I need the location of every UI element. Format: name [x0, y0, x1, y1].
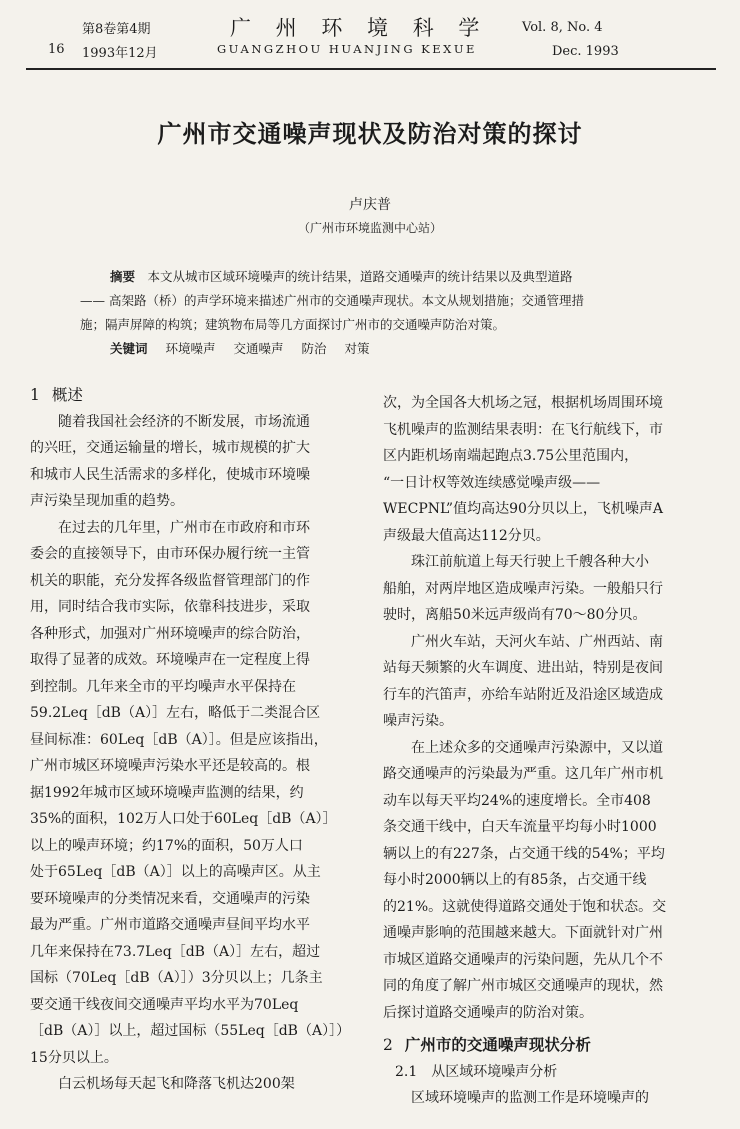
paragraph-line: 随着我国社会经济的不断发展，市场流通 — [30, 413, 310, 430]
date-cn: 1993年12月 — [82, 46, 158, 61]
paragraph-line: 后探讨道路交通噪声的防治对策。 — [383, 1004, 593, 1021]
section-number: 2 — [383, 1036, 393, 1054]
right-body — [383, 390, 713, 1026]
subsection-number: 2.1 — [395, 1063, 418, 1080]
author-affiliation: （广州市环境监测中心站） — [297, 221, 442, 235]
paragraph-line: 几年来保持在73.7Leq［dB（A）］左右，超过 — [30, 943, 321, 960]
paragraph-line: 处于65Leq［dB（A）］以上的高噪声区。从主 — [30, 864, 321, 880]
paragraph-line: “一日计权等效连续感觉噪声级—— — [383, 474, 601, 491]
section-number: 1 — [30, 386, 40, 404]
author-name: 卢庆普 — [349, 197, 391, 213]
paragraph-line: 国标（70Leq［dB（A）］）3分贝以上；几条主 — [30, 970, 323, 986]
paragraph-line: ［dB（A）］以上，超过国标（55Leq［dB（A）］） — [30, 1023, 351, 1039]
left-body — [30, 409, 360, 1098]
paragraph-line: 飞机噪声的监测结果表明：在飞行航线下，市 — [383, 421, 663, 438]
paragraph-line: 昼间标准：60Leq［dB（A）］。但是应该指出， — [30, 731, 328, 748]
abstract-line: 施；隔声屏障的构筑；建筑物布局等几方面探讨广州市的交通噪声防治对策。 — [80, 317, 506, 332]
paragraph-line: 取得了显著的成效。环境噪声在一定程度上得 — [30, 652, 310, 668]
paragraph-line: 同的角度了解广州市城区交通噪声的现状，然 — [383, 978, 663, 994]
keyword: 环境噪声 — [165, 341, 216, 356]
date-en: Dec. 1993 — [552, 44, 619, 59]
paragraph-line: 站每天频繁的火车调度、进出站，特别是夜间 — [383, 660, 663, 676]
paragraph-line: 到控制。几年来全市的平均噪声水平保持在 — [30, 678, 296, 695]
section-2-heading — [383, 1032, 713, 1059]
paragraph-line: 白云机场每天起飞和降落飞机达200架 — [30, 1076, 295, 1092]
subsection-title: 从区域环境噪声分析 — [431, 1063, 558, 1080]
paragraph-line: 和城市人民生活需求的多样化，使城市环境噪 — [30, 466, 310, 483]
left-column — [30, 382, 360, 1098]
keyword: 对策 — [344, 341, 370, 356]
header-rule — [26, 68, 716, 70]
section-1-heading — [30, 382, 360, 409]
paragraph-line: 声级最大值高达112分贝。 — [383, 527, 550, 544]
paragraph-line: 路交通噪声的污染最为严重。这几年广州市机 — [383, 766, 663, 782]
paragraph-line: 区内距机场南端起跑点3.75公里范围内， — [383, 448, 639, 464]
keywords-label: 关键词 — [110, 341, 148, 356]
paragraph-line: 委会的直接领导下，由市环保办履行统一主管 — [30, 546, 310, 562]
paragraph-line: 以上的噪声环境；约17%的面积，50万人口 — [30, 837, 303, 854]
paragraph-line: 动车以每天平均24%的速度增长。全市408 — [383, 792, 651, 809]
abstract — [80, 265, 670, 361]
article-title: 广州市交通噪声现状及防治对策的探讨 — [157, 119, 583, 148]
paragraph-line: 35%的面积，102万人口处于60Leq［dB（A）］ — [30, 811, 337, 827]
issue-label: 第8卷第4期 — [82, 22, 151, 37]
keywords — [80, 337, 670, 361]
subsection-heading — [383, 1059, 713, 1086]
journal-title-pinyin: GUANGZHOU HUANJING KEXUE — [217, 42, 477, 56]
keyword: 交通噪声 — [233, 341, 284, 356]
paragraph-line: 用，同时结合我市实际，依靠科技进步，采取 — [30, 599, 310, 615]
paragraph-line: 船舶，对两岸地区造成噪声污染。一般船只行 — [383, 580, 663, 597]
paragraph-line: 行车的汽笛声，亦给车站附近及沿途区域造成 — [383, 686, 663, 703]
paragraph-line: 15分贝以上。 — [30, 1049, 118, 1066]
paragraph-line: 各种形式，加强对广州环境噪声的综合防治， — [30, 625, 310, 642]
section-title: 广州市的交通噪声现状分析 — [404, 1035, 591, 1054]
paragraph-line: 机关的职能，充分发挥各级监督管理部门的作 — [30, 572, 310, 589]
paragraph-line: 广州火车站，天河火车站、广州西站、南 — [383, 633, 663, 650]
paragraph-line: 次，为全国各大机场之冠，根据机场周围环境 — [383, 395, 663, 411]
paragraph-line: 的21%。这就使得道路交通处于饱和状态。交 — [383, 898, 667, 915]
paragraph-line: 广州市城区环境噪声污染水平还是较高的。根 — [30, 758, 310, 774]
paragraph-line: 区域环境噪声的监测工作是环境噪声的 — [383, 1090, 649, 1106]
page-number: 16 — [48, 42, 65, 57]
paragraph-line: 条交通干线中，白天车流量平均每小时1000 — [383, 819, 657, 835]
paragraph-line: 市城区道路交通噪声的污染问题，先从几个不 — [383, 951, 663, 968]
paragraph-line: 的兴旺，交通运输量的增长，城市规模的扩大 — [30, 440, 310, 456]
paragraph-line: 珠江前航道上每天行驶上千艘各种大小 — [383, 554, 649, 570]
paragraph-line: 59.2Leq［dB（A）］左右，略低于二类混合区 — [30, 705, 321, 721]
paragraph-line: 要交通干线夜间交通噪声平均水平为70Leq — [30, 996, 299, 1013]
paragraph-line: 最为严重。广州市道路交通噪声昼间平均水平 — [30, 917, 310, 933]
abstract-line: —— 高架路（桥）的声学环境来描述广州市的交通噪声现状。本文从规划措施；交通管理措 — [80, 293, 584, 308]
paragraph-line: 在过去的几年里，广州市在市政府和市环 — [30, 519, 310, 536]
paragraph-line: 辆以上的有227条，占交通干线的54%；平均 — [383, 845, 665, 862]
journal-title: 广 州 环 境 科 学 — [230, 16, 489, 40]
paragraph-line: 噪声污染。 — [383, 713, 453, 729]
volume-label: Vol. 8, No. 4 — [522, 20, 603, 35]
paragraph-line: 通噪声影响的范围越来越大。下面就针对广州 — [383, 925, 663, 941]
abstract-label: 摘要 — [110, 269, 136, 284]
paragraph-line: 声污染呈现加重的趋势。 — [30, 493, 184, 509]
section-title: 概述 — [51, 386, 83, 404]
paragraph-line: 据1992年城市区域环境噪声监测的结果，约 — [30, 784, 304, 801]
paragraph-line: 每小时2000辆以上的有85条，占交通干线 — [383, 872, 647, 888]
keyword: 防治 — [301, 341, 327, 356]
paragraph-line: 在上述众多的交通噪声污染源中，又以道 — [383, 739, 663, 756]
paragraph-line: 驶时，离船50米远声级尚有70～80分贝。 — [383, 607, 647, 623]
abstract-line: 本文从城市区域环境噪声的统计结果，道路交通噪声的统计结果以及典型道路 — [147, 269, 573, 284]
right-column — [383, 390, 713, 1112]
paragraph-line: WECPNL”值均高达90分贝以上，飞机噪声A — [383, 501, 664, 517]
paragraph-line: 要环境噪声的分类情况来看，交通噪声的污染 — [30, 890, 310, 907]
